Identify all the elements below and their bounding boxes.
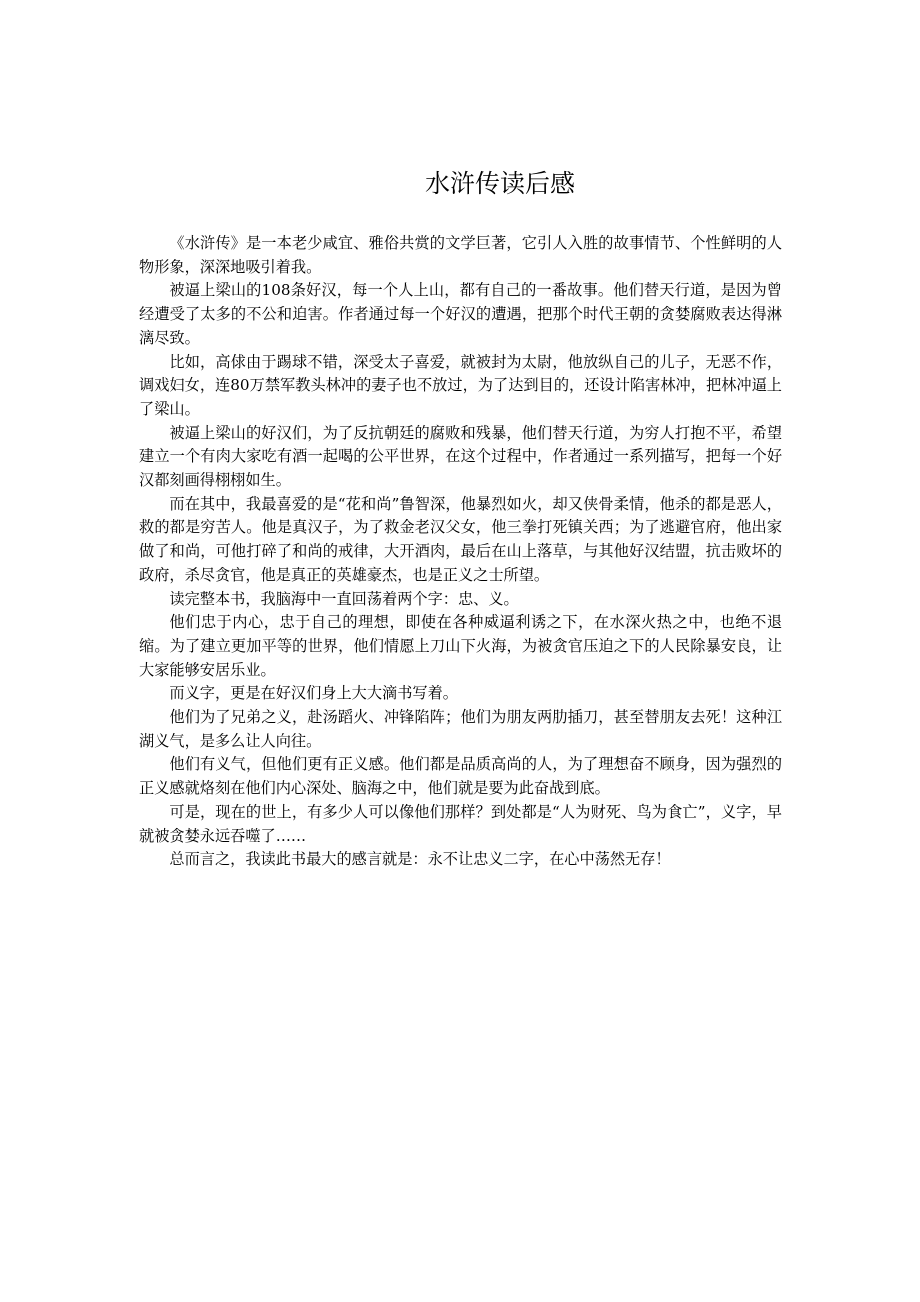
paragraph: 读完整本书，我脑海中一直回荡着两个字：忠、义。: [169, 589, 519, 608]
document-body: [139, 232, 782, 872]
paragraph: 而义字，更是在好汉们身上大大滴书写着。: [169, 684, 458, 703]
paragraph: 《水浒传》是一本老少咸宜、雅俗共赏的文学巨著，它引人入胜的故事情节、个性鲜明的人物形象，深深地吸引着我。: [139, 234, 782, 276]
paragraph: 可是，现在的世上，有多少人可以像他们那样？到处都是“人为财死、鸟为食亡”，义字，早就被贪婪永远吞噬了……: [139, 802, 782, 845]
paragraph: 比如，高俅由于踢球不错，深受太子喜爱，就被封为太尉，他放纵自己的儿子，无恶不作，调戏妇女，连80万禁军教头林冲的妻子也不放过，为了达到目的，还设计陷害林冲，把林冲逼上了梁山。: [139, 352, 782, 418]
document-title: 水浒传读后感: [424, 169, 575, 198]
paragraph: 他们为了兄弟之义，赴汤蹈火、冲锋陷阵；他们为朋友两肋插刀，甚至替朋友去死！这种江湖义气，是多么让人向往。: [139, 708, 782, 750]
paragraph: 被逼上梁山的好汉们，为了反抗朝廷的腐败和残暴，他们替天行道，为穷人打抱不平，希望建立一个有肉大家吃有酒一起喝的公平世界，在这个过程中，作者通过一系列描写，把每一个好汉都刻画得栩栩如生。: [139, 423, 782, 490]
paragraph: 总而言之，我读此书最大的感言就是：永不让忠义二字，在心中荡然无存！: [169, 850, 671, 869]
paragraph: 被逼上梁山的108条好汉，每一个人上山，都有自己的一番故事。他们替天行道，是因为曾经遭受了太多的不公和迫害。作者通过每一个好汉的遭遇，把那个时代王朝的贪婪腐败表达得淋漓尽致。: [139, 281, 782, 347]
paragraph: 他们忠于内心，忠于自己的理想，即使在各种威逼利诱之下，在水深火热之中，也绝不退缩。为了建立更加平等的世界，他们情愿上刀山下火海，为被贪官压迫之下的人民除暴安良，让大家能够安居乐业。: [139, 613, 782, 679]
paragraph: 他们有义气，但他们更有正义感。他们都是品质高尚的人，为了理想奋不顾身，因为强烈的正义感就烙刻在他们内心深处、脑海之中，他们就是要为此奋战到底。: [139, 755, 782, 798]
paragraph: 而在其中，我最喜爱的是“花和尚”鲁智深，他暴烈如火，却又侠骨柔情，他杀的都是恶人，救的都是穷苦人。他是真汉子，为了救金老汉父女，他三拳打死镇关西；为了逃避官府，他出家做了和尚，可他打碎了和尚的戒律，大开酒肉，最后在山上落草，与其他好汉结盟，抗击败坏的政府，杀尽贪官，他是真正的英雄豪杰，也是正义之士所望。: [139, 494, 782, 584]
